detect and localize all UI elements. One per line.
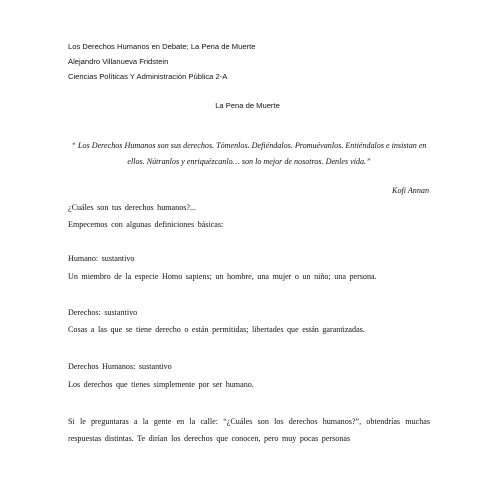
- definition-term-derechos: Derechos: sustantivo: [68, 308, 138, 317]
- page-title: La Pena de Muerte: [215, 101, 280, 110]
- definition-text-humano: Un miembro de la especie Homo sapiens; un hombre, una mujer o un niño; una persona.: [68, 272, 377, 281]
- definition-term-humano: Humano: sustantivo: [68, 254, 135, 263]
- definition-term-derechos-humanos: Derechos Humanos: sustantivo: [68, 362, 172, 371]
- intro-paragraph: Empecemos con algunas definiciones básicas:: [68, 220, 224, 229]
- definition-text-derechos: Cosas a las que se tiene derecho o están permitidas; libertades que están garantizadas.: [68, 325, 365, 334]
- epigraph-author: Kofi Annan: [392, 186, 429, 195]
- header-course-title: Los Derechos Humanos en Debate; La Pena de Muerte: [68, 42, 256, 51]
- header-program: Ciencias Políticas Y Administración Pública 2-A: [68, 72, 228, 81]
- epigraph-quote: “ Los Derechos Humanos son sus derechos. Tómenlos. Defiéndalos. Promuévanlos. Entiéndalos e insistan en ellos. Nútranlos y enriquézcanlo… son lo mejor de nosotros. Denles vida.”: [71, 141, 427, 166]
- header-author-name: Alejandro Villanueva Fridstein: [68, 57, 169, 66]
- question-paragraph: ¿Cuáles son tus derechos humanos?...: [68, 203, 197, 212]
- closing-paragraph: Si le preguntaras a la gente en la calle: “¿Cuáles son los derechos humanos?”, obtendrías muchas respuestas distintas. Te dirían los derechos que conocen, pero muy pocas personas: [68, 417, 430, 443]
- definition-text-derechos-humanos: Los derechos que tienes simplemente por ser humano.: [68, 380, 254, 389]
